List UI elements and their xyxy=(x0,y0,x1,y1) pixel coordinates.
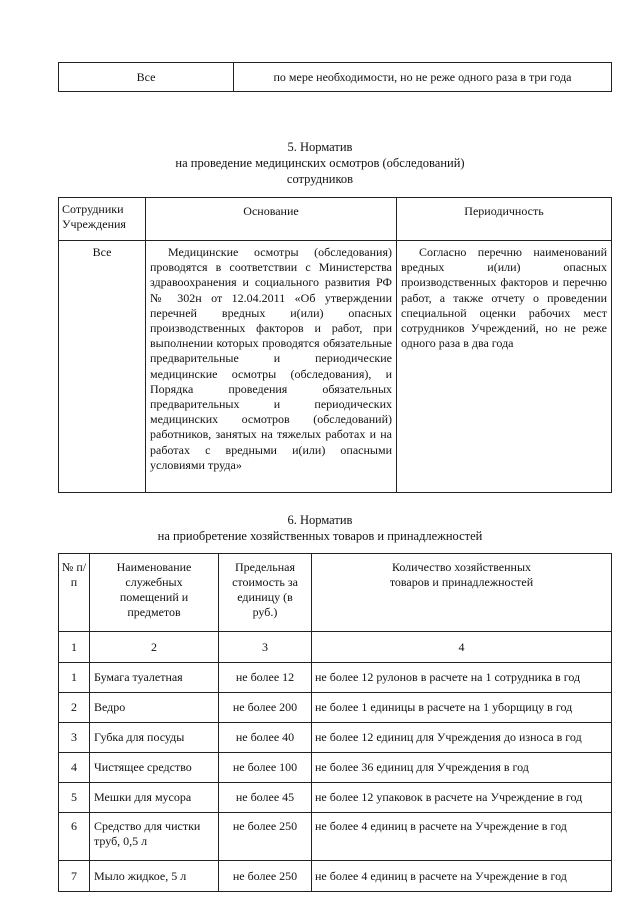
row-num: 5 xyxy=(59,783,90,813)
header-staff: Сотрудники Учреждения xyxy=(59,198,146,241)
section5-title-line1: 5. Норматив xyxy=(287,140,353,154)
row-price: не более 12 xyxy=(219,663,312,693)
section5-table xyxy=(58,197,612,493)
section6-table xyxy=(58,553,612,892)
row-price: не более 45 xyxy=(219,783,312,813)
header-name: Наименование служебных помещений и предметов xyxy=(90,554,219,632)
row-qty: не более 1 единицы в расчете на 1 уборщицу в год xyxy=(312,693,612,723)
row-qty: не более 12 единиц для Учреждения до износа в год xyxy=(312,723,612,753)
row-qty: не более 12 рулонов в расчете на 1 сотрудника в год xyxy=(312,663,612,693)
section5-title-line3: сотрудников xyxy=(286,172,354,186)
index-4: 4 xyxy=(312,632,612,663)
top-table xyxy=(58,62,612,92)
table-header-row xyxy=(59,554,612,632)
header-periodicity: Периодичность xyxy=(397,198,612,241)
row-name: Ведро xyxy=(90,693,219,723)
table-row xyxy=(59,783,612,813)
section5-heading xyxy=(0,139,640,187)
table-row xyxy=(59,663,612,693)
row-name: Губка для посуды xyxy=(90,723,219,753)
table-row xyxy=(59,63,612,92)
top-table-who: Все xyxy=(59,63,234,92)
row-name: Средство для чистки труб, 0,5 л xyxy=(90,813,219,861)
row-price: не более 100 xyxy=(219,753,312,783)
table-header-row xyxy=(59,198,612,241)
row-price: не более 200 xyxy=(219,693,312,723)
row-num: 7 xyxy=(59,861,90,892)
row-name: Мешки для мусора xyxy=(90,783,219,813)
section6-title-line1: 6. Норматив xyxy=(287,513,353,527)
section6-title-line2: на приобретение хозяйственных товаров и принадлежностей xyxy=(157,529,483,543)
row-qty: не более 36 единиц для Учреждения в год xyxy=(312,753,612,783)
header-price: Предельная стоимость за единицу (в руб.) xyxy=(219,554,312,632)
row-basis: Медицинские осмотры (обследования) проводятся в соответствии с Министерства здравоохранения и социального развития РФ № 302н от 12.04.2011 «Об утверждении перечней вредных и(или) опасных производственных факторов и работ, при выполнении которых проводятся обязательные предварительные и периодические медицинские осмотры (обследования), и Порядка проведения обязательных предварительных и периодических медицинских осмотров (обследований) работников, занятых на тяжелых работах и на работах с вредными и(или) опасными условиями труда» xyxy=(146,241,397,493)
index-1: 1 xyxy=(59,632,90,663)
index-3: 3 xyxy=(219,632,312,663)
row-name: Мыло жидкое, 5 л xyxy=(90,861,219,892)
row-periodicity: Согласно перечню наименований вредных и(или) опасных производственных факторов и перечню работ, а также отчету о проведении специальной оценки рабочих мест сотрудников Учреждений, но не реже одного раза в два года xyxy=(397,241,612,493)
row-qty: не более 4 единиц в расчете на Учреждение в год xyxy=(312,813,612,861)
index-2: 2 xyxy=(90,632,219,663)
header-qty: Количество хозяйственных товаров и принадлежностей xyxy=(312,554,612,632)
table-row xyxy=(59,693,612,723)
row-price: не более 250 xyxy=(219,813,312,861)
row-num: 1 xyxy=(59,663,90,693)
header-num: № п/п xyxy=(59,554,90,632)
row-price: не более 250 xyxy=(219,861,312,892)
table-row xyxy=(59,861,612,892)
row-num: 2 xyxy=(59,693,90,723)
top-table-period: по мере необходимости, но не реже одного раза в три года xyxy=(234,63,612,92)
table-row xyxy=(59,723,612,753)
table-row xyxy=(59,753,612,783)
row-qty: не более 12 упаковок в расчете на Учреждение в год xyxy=(312,783,612,813)
row-num: 3 xyxy=(59,723,90,753)
row-price: не более 40 xyxy=(219,723,312,753)
row-name: Чистящее средство xyxy=(90,753,219,783)
table-row xyxy=(59,241,612,493)
section6-heading xyxy=(0,512,640,544)
row-staff: Все xyxy=(59,241,146,493)
row-num: 4 xyxy=(59,753,90,783)
table-row xyxy=(59,632,612,663)
row-num: 6 xyxy=(59,813,90,861)
header-basis: Основание xyxy=(146,198,397,241)
row-qty: не более 4 единиц в расчете на Учреждение в год xyxy=(312,861,612,892)
table-row xyxy=(59,813,612,861)
section5-title-line2: на проведение медицинских осмотров (обследований) xyxy=(175,156,465,170)
row-name: Бумага туалетная xyxy=(90,663,219,693)
